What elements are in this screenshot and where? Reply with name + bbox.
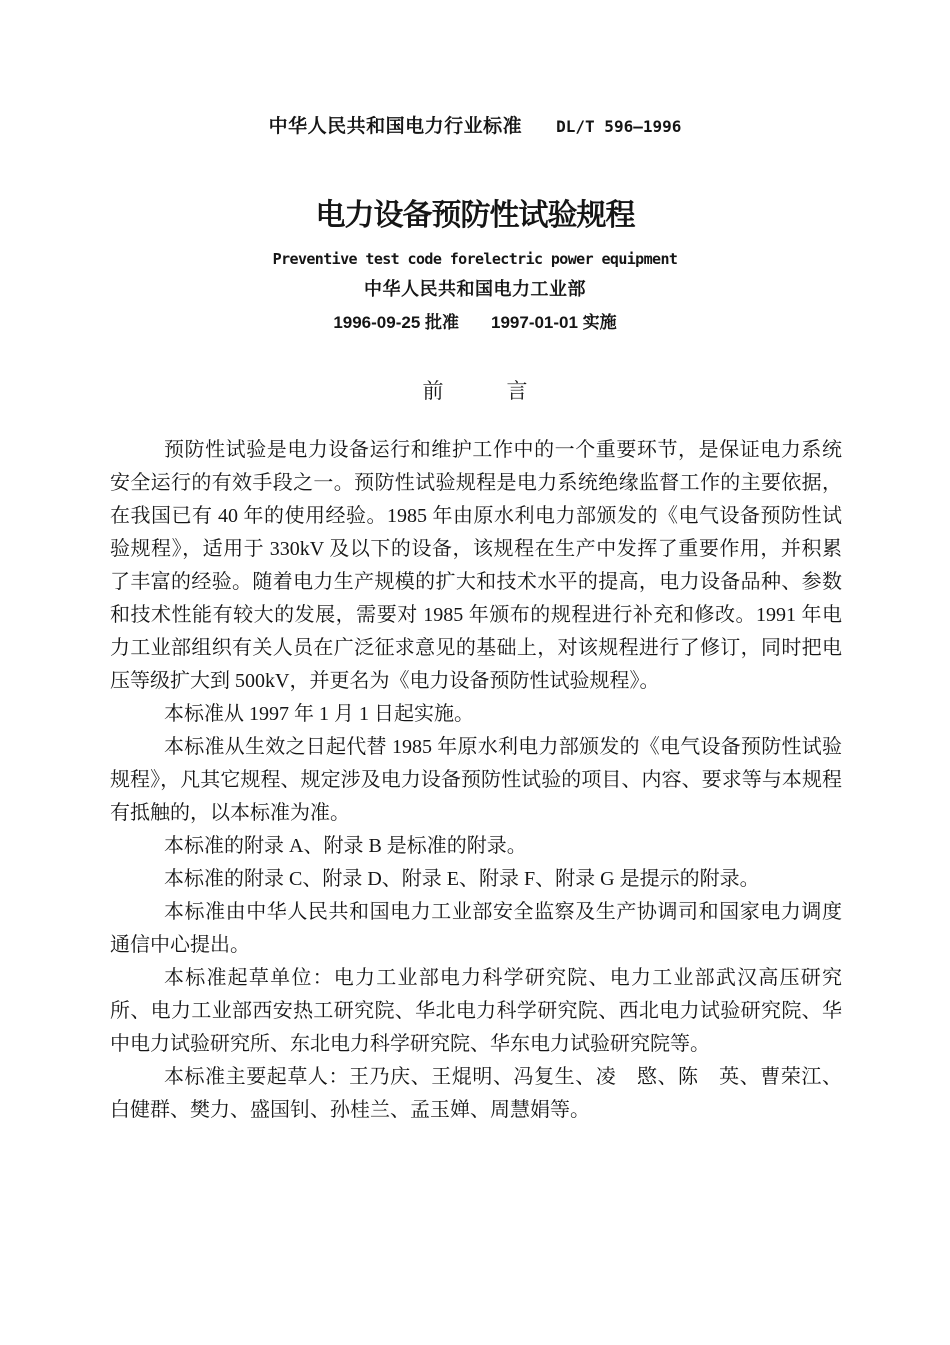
foreword-paragraph-1: 预防性试验是电力设备运行和维护工作中的一个重要环节，是保证电力系统安全运行的有效手段之一。预防性试验规程是电力系统绝缘监督工作的主要依据，在我国已有 40 年的使用经验。1985 年由原水利电力部颁发的《电气设备预防性试验规程》，适用于 330kV 及以下的设备，该规程在生产中发挥了重要作用，并积累了丰富的经验。随着电力生产规模的扩大和技术水平的提高，电力设备品种、参数和技术性能有较大的发展，需要对 1985 年颁布的规程进行补充和修改。1991 年电力工业部组织有关人员在广泛征求意见的基础上，对该规程进行了修订，同时把电压等级扩大到 500kV，并更名为《电力设备预防性试验规程》。 [110,439,842,692]
foreword-paragraph-8: 本标准主要起草人：王乃庆、王焜明、冯复生、凌 愍、陈 英、曹荣江、白健群、樊力、盛国钊、孙桂兰、孟玉婵、周慧娟等。 [110,1066,842,1121]
approval-line [0,310,950,336]
standard-number: DL/T 596—1996 [556,117,682,136]
foreword-paragraph-3: 本标准从生效之日起代替 1985 年原水利电力部颁发的《电气设备预防性试验规程》，凡其它规程、规定涉及电力设备预防性试验的项目、内容、要求等与本规程有抵触的，以本标准为准。 [110,736,842,824]
foreword-body [110,434,842,1127]
foreword-paragraph-2: 本标准从 1997 年 1 月 1 日起实施。 [164,703,474,725]
standard-header [0,113,950,141]
document-title-english: Preventive test code forelectric power equipment [272,250,678,268]
foreword-paragraph-5: 本标准的附录 C、附录 D、附录 E、附录 F、附录 G 是提示的附录。 [164,868,760,890]
approval-date: 1996-09-25 批准 [333,313,459,332]
foreword-heading: 前 言 [422,379,528,403]
foreword-paragraph-7: 本标准起草单位：电力工业部电力科学研究院、电力工业部武汉高压研究所、电力工业部西安热工研究院、华北电力科学研究院、西北电力试验研究院、华中电力试验研究所、东北电力科学研究院、华东电力试验研究院等。 [110,967,842,1055]
effective-date: 1997-01-01 实施 [491,313,617,332]
foreword-paragraph-6: 本标准由中华人民共和国电力工业部安全监察及生产协调司和国家电力调度通信中心提出。 [110,901,842,956]
issuing-body: 中华人民共和国电力工业部 [364,279,586,299]
standard-label: 中华人民共和国电力行业标准 [268,116,523,137]
document-title: 电力设备预防性试验规程 [315,199,635,232]
foreword-paragraph-4: 本标准的附录 A、附录 B 是标准的附录。 [164,835,527,857]
